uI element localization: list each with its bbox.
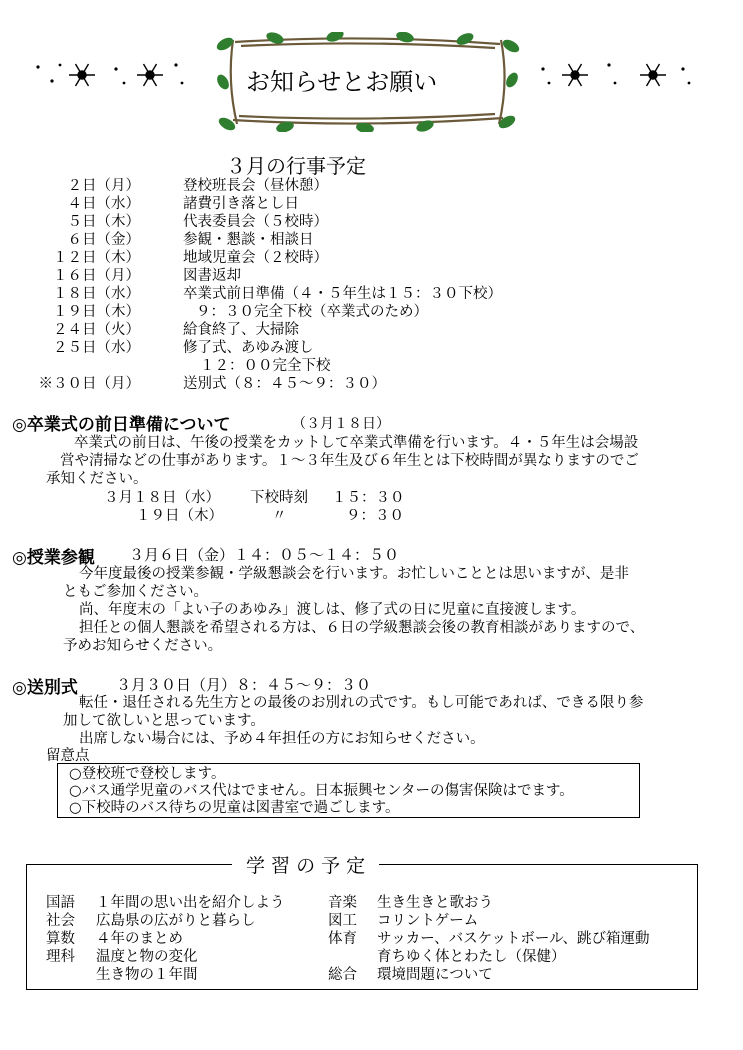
observation-heading: ◎授業参観	[12, 548, 95, 568]
study-subject: 音楽	[328, 895, 357, 911]
note-item: ○下校時のバス待ちの児童は図書室で過ごします。	[69, 800, 400, 816]
study-plan-title: 学 習 の 予 定	[232, 851, 379, 878]
schedule-event: 卒業式前日準備（４・５年生は１５：３０下校）	[183, 286, 502, 302]
study-content: １年間の思い出を紹介しよう	[96, 895, 285, 911]
dismissal-date: ３月１８日（水）	[104, 490, 220, 506]
graduation-prep-heading: ◎卒業式の前日準備について	[12, 415, 231, 435]
paragraph-line: 転任・退任される先生方との最後のお別れの式です。もし可能であれば、できる限り参	[79, 695, 644, 711]
study-content: 環境問題について	[377, 967, 493, 983]
schedule-event: １２：００完全下校	[200, 358, 331, 374]
dismissal-label: 〃	[272, 508, 287, 524]
schedule-event: 登校班長会（昼休憩）	[183, 178, 328, 194]
schedule-date: ４日（水）	[67, 196, 140, 212]
schedule-date: １６日（月）	[53, 268, 140, 284]
study-subject: 図工	[328, 913, 357, 929]
schedule-date: ５日（木）	[67, 214, 140, 230]
schedule-event: 図書返却	[183, 268, 241, 284]
schedule-date: ※３０日（月）	[38, 376, 140, 392]
study-content: サッカー、バスケットボール、跳び箱運動	[377, 931, 650, 947]
paragraph-line: 予めお知らせください。	[63, 638, 223, 654]
schedule-event: 諸費引き落とし日	[183, 196, 299, 212]
study-content: 温度と物の変化	[96, 949, 198, 965]
dismissal-date: １９日（木）	[136, 508, 223, 524]
study-content: 育ちゆく体とわたし（保健）	[377, 949, 566, 965]
paragraph-line: 加して欲しいと思っています。	[63, 713, 265, 729]
paragraph-line: 承知ください。	[46, 471, 148, 487]
study-content: 広島県の広がりと暮らし	[96, 913, 256, 929]
page-title: お知らせとお願い	[246, 68, 438, 96]
study-subject: 総合	[328, 967, 357, 983]
study-subject: 算数	[46, 931, 75, 947]
study-content: 生き生きと歌おう	[377, 895, 493, 911]
schedule-date: １２日（木）	[53, 250, 140, 266]
study-subject: 理科	[46, 949, 75, 965]
schedule-date: ２４日（火）	[53, 322, 140, 338]
study-subject: 体育	[328, 931, 357, 947]
schedule-event: 送別式（８：４５〜９：３０）	[183, 376, 386, 392]
paragraph-line: 担任との個人懇談を希望される方は、６日の学級懇談会後の教育相談がありますので、	[79, 620, 645, 636]
schedule-event: 修了式、あゆみ渡し	[183, 340, 314, 356]
schedule-title: ３月の行事予定	[226, 154, 366, 178]
schedule-event: 参観・懇談・相談日	[183, 232, 314, 248]
schedule-date: １９日（木）	[53, 304, 140, 320]
dismissal-label: 下校時刻	[250, 490, 308, 506]
study-subject: 社会	[46, 913, 75, 929]
farewell-date: ３月３０日（月）８：４５〜９：３０	[116, 676, 372, 694]
paragraph-line: ともご参加ください。	[63, 584, 208, 600]
dismissal-time: ９：３０	[346, 508, 404, 524]
paragraph-line: 営や清掃などの仕事があります。１〜３年生及び６年生とは下校時間が異なりますのでご	[60, 453, 639, 469]
study-content: 生き物の１年間	[96, 967, 198, 983]
schedule-event: 地域児童会（２校時）	[183, 250, 328, 266]
farewell-heading: ◎送別式	[12, 678, 78, 698]
note-item: ○登校班で登校します。	[69, 766, 226, 782]
paragraph-line: 卒業式の前日は、午後の授業をカットして卒業式準備を行います。４・５年生は会場設	[74, 435, 639, 451]
snowflake-decoration-right	[535, 55, 695, 95]
paragraph-line: 尚、年度末の「よい子のあゆみ」渡しは、修了式の日に児童に直接渡します。	[79, 602, 586, 618]
paragraph-line: 出席しない場合には、予め４年担任の方にお知らせください。	[79, 731, 485, 747]
note-item: ○バス通学児童のバス代はでません。日本振興センターの傷害保険はでます。	[69, 783, 574, 799]
paragraph-line: 今年度最後の授業参観・学級懇談会を行います。お忙しいこととは思いますが、是非	[79, 566, 629, 582]
schedule-event: 給食終了、大掃除	[183, 322, 299, 338]
snowflake-decoration-left	[30, 55, 190, 95]
schedule-event: ９：３０完全下校（卒業式のため）	[196, 304, 428, 320]
schedule-date: １８日（水）	[53, 286, 140, 302]
notes-label: 留意点	[46, 748, 90, 764]
graduation-prep-date: （３月１８日）	[292, 416, 390, 432]
dismissal-time: １５：３０	[332, 490, 405, 506]
study-content: コリントゲーム	[377, 913, 479, 929]
schedule-date: ２日（月）	[67, 178, 140, 194]
schedule-date: ２５日（水）	[53, 340, 140, 356]
study-subject: 国語	[46, 895, 75, 911]
schedule-date: ６日（金）	[67, 232, 140, 248]
schedule-event: 代表委員会（５校時）	[183, 214, 328, 230]
study-content: ４年のまとめ	[96, 931, 183, 947]
observation-date: ３月６日（金）１４：０５〜１４：５０	[129, 546, 400, 564]
